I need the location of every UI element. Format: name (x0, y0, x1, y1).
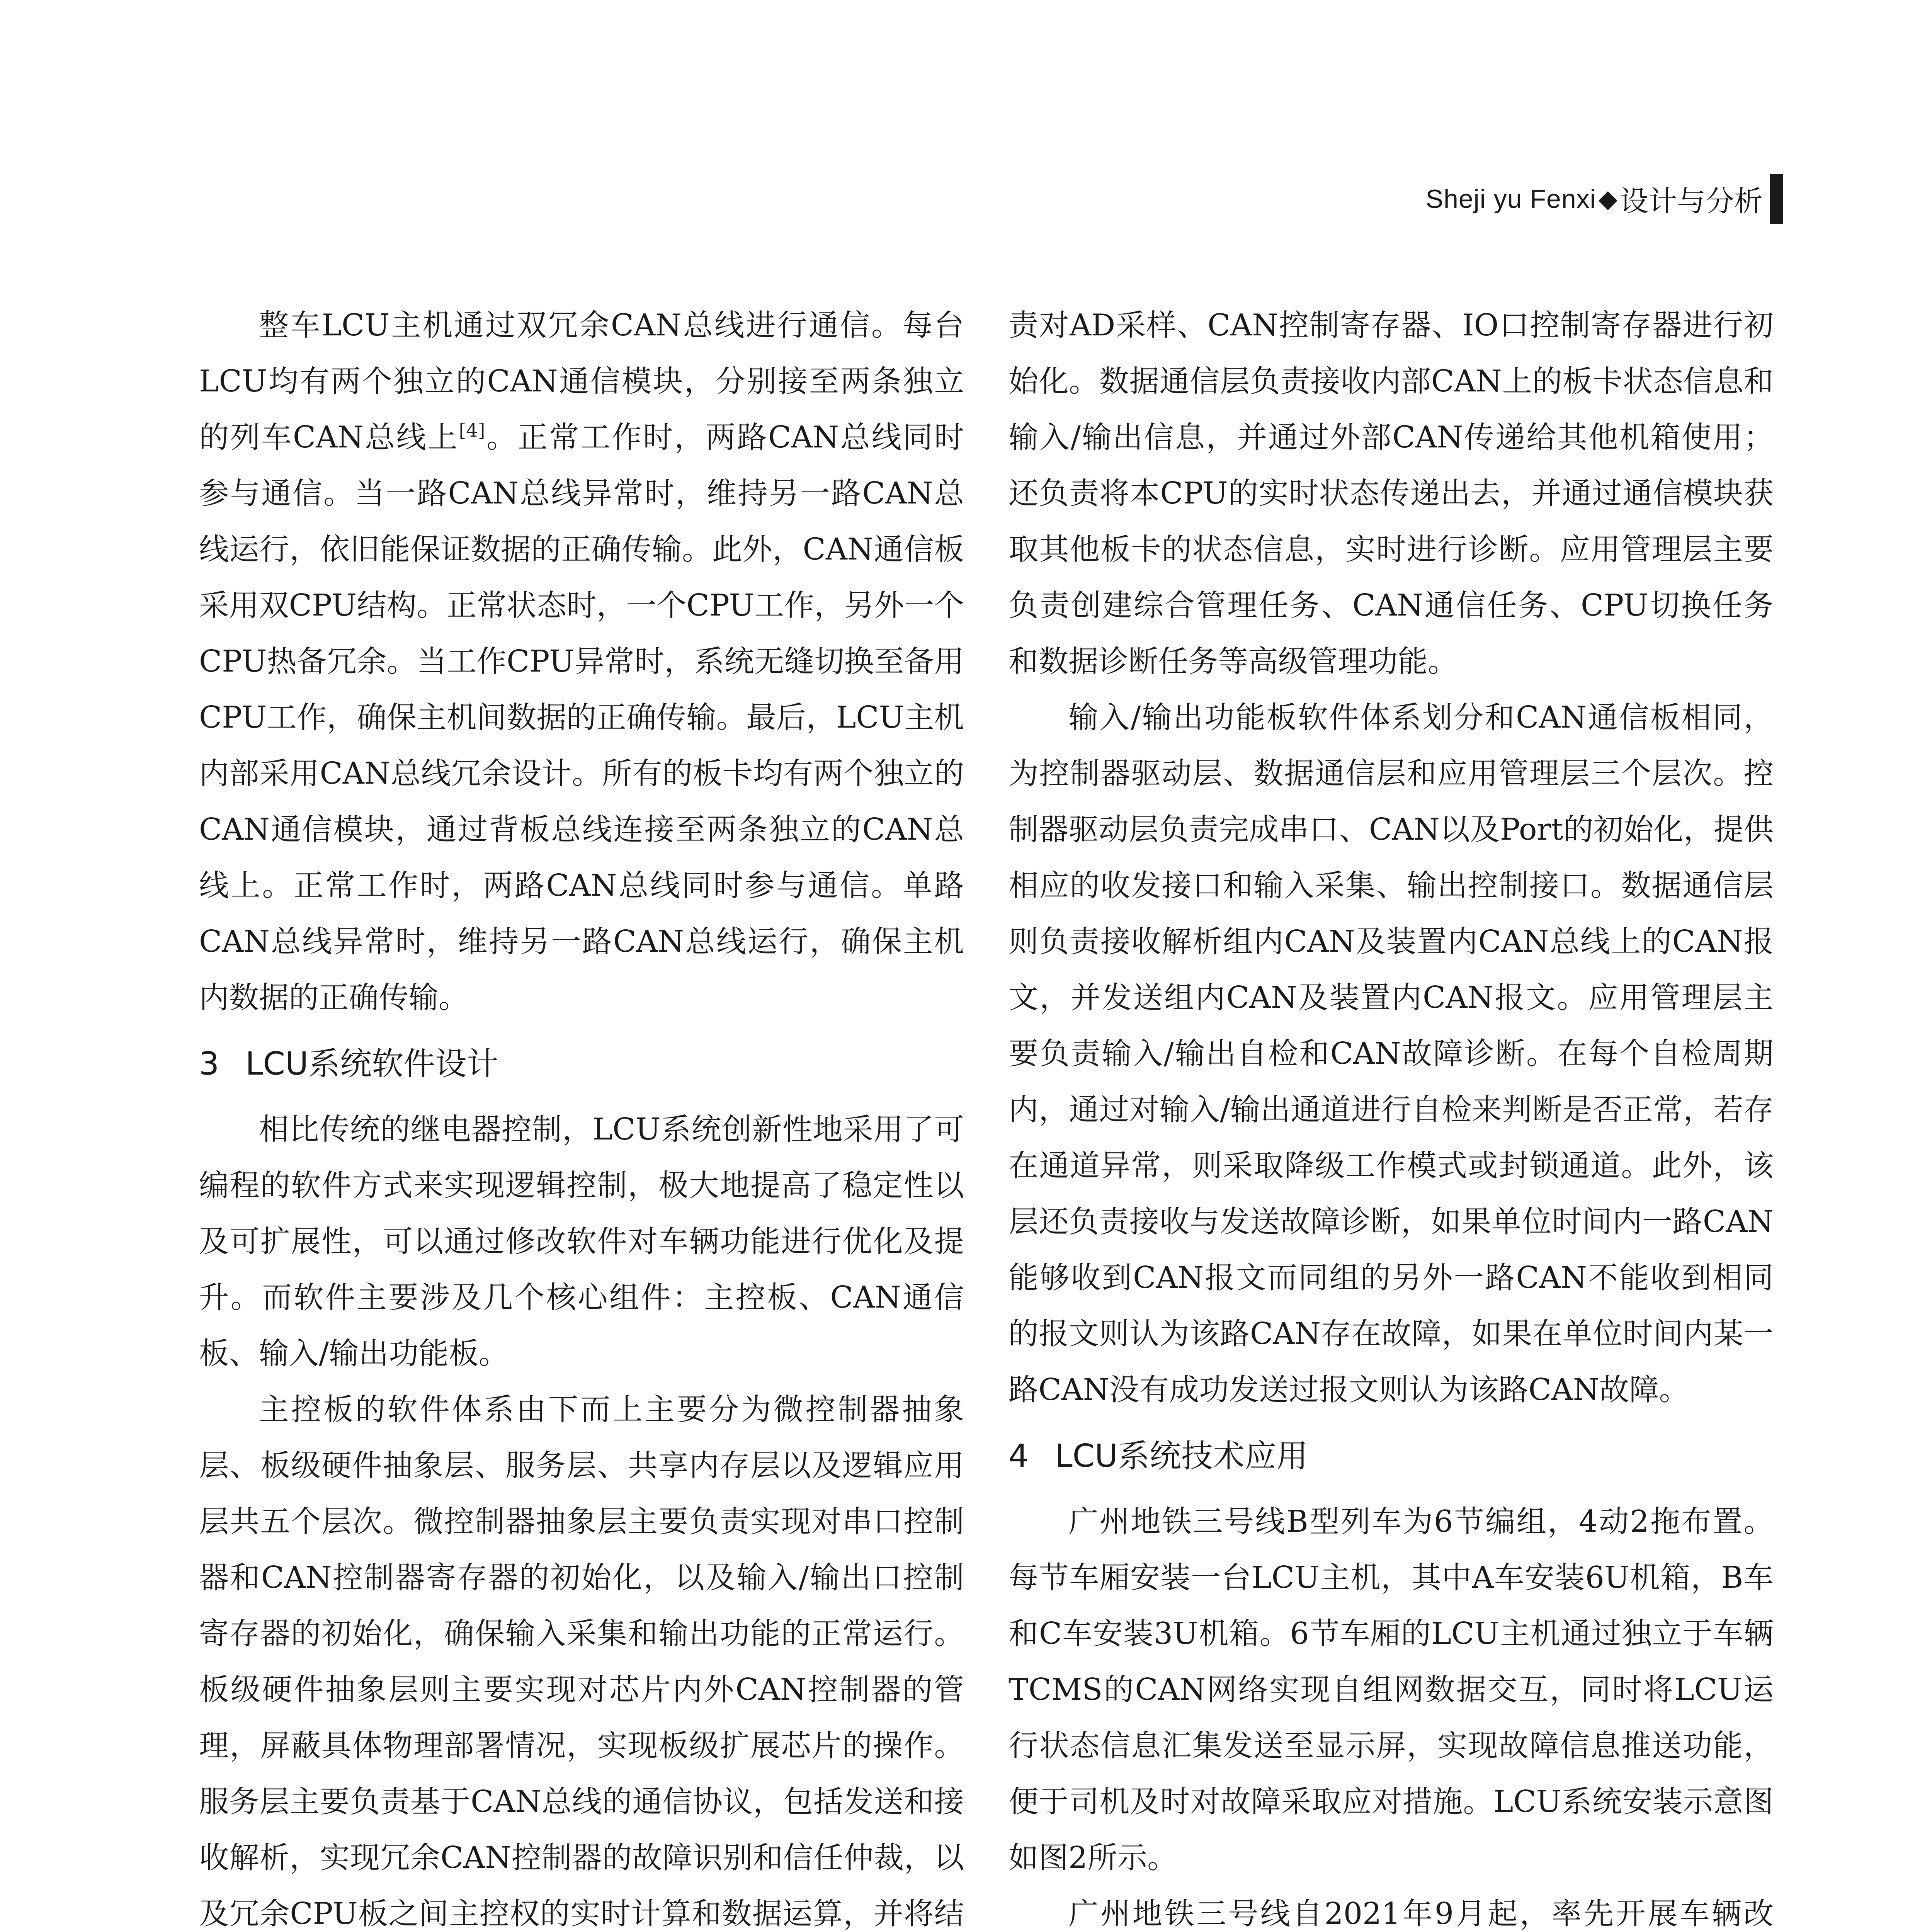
section-number: 3 (199, 1046, 219, 1082)
paragraph: 相比传统的继电器控制，LCU系统创新性地采用了可编程的软件方式来实现逻辑控制，极大地提高了稳定性以及可扩展性，可以通过修改软件对车辆功能进行优化及提升。而软件主要涉及几个核心组件：主控板、CAN通信板、输入/输出功能板。 (199, 1112, 964, 1371)
paragraph: 输入/输出功能板软件体系划分和CAN通信板相同，为控制器驱动层、数据通信层和应用管理层三个层次。控制器驱动层负责完成串口、CAN以及Port的初始化，提供相应的收发接口和输入采集、输出控制接口。数据通信层则负责接收解析组内CAN及装置内CAN总线上的CAN报文，并发送组内CAN及装置内CAN报文。应用管理层主要负责输入/输出自检和CAN故障诊断。在每个自检周期内，通过对输入/输出通道进行自检来判断是否正常，若存在通道异常，则采取降级工作模式或封锁通道。此外，该层还负责接收与发送故障诊断，如果单位时间内一路CAN能够收到CAN报文而同组的另外一路CAN不能收到相同的报文则认为该路CAN存在故障，如果在单位时间内某一路CAN没有成功发送过报文则认为该路CAN故障。 (1009, 700, 1774, 1407)
right-column (1009, 298, 1774, 1932)
section-title: LCU系统软件设计 (245, 1046, 498, 1082)
header-bar-mark (1770, 174, 1783, 224)
section-title: LCU系统技术应用 (1055, 1438, 1308, 1475)
header-section-title: 设计与分析 (1620, 185, 1763, 218)
section-number: 4 (1009, 1438, 1029, 1475)
paragraph: 广州地铁三号线B型列车为6节编组，4动2拖布置。每节车厢安装一台LCU主机，其中A车安装6U机箱，B车和C车安装3U机箱。6节车厢的LCU主机通过独立于车辆TCMS的CAN网络实现自组网数据交互，同时将LCU运行状态信息汇集发送至显示屏，实现故障信息推送功能，便于司机及时对故障采取应对措施。LCU系统安装示意图如图2所示。 (1009, 1504, 1774, 1875)
paragraph: 广州地铁三号线自2021年9月起，率先开展车辆改 (1068, 1896, 1774, 1931)
section-heading (1009, 1418, 1774, 1494)
header-pinyin: Sheji yu Fenxi (1425, 184, 1596, 214)
paragraph-text: 整车LCU主机通过双冗余CAN总线进行通信。每台LCU均有两个独立的CAN通信模块，分别接至两条独立的列车CAN总线上 (199, 308, 964, 455)
running-header (1426, 174, 1783, 224)
paragraph: 责对AD采样、CAN控制寄存器、IO口控制寄存器进行初始化。数据通信层负责接收内部CAN上的板卡状态信息和输入/输出信息，并通过外部CAN传递给其他机箱使用；还负责将本CPU的实时状态传递出去，并通过通信模块获取其他板卡的状态信息，实时进行诊断。应用管理层主要负责创建综合管理任务、CAN通信任务、CPU切换任务和数据诊断任务等高级管理功能。 (1009, 308, 1774, 679)
paragraph-text: 。正常工作时，两路CAN总线同时参与通信。当一路CAN总线异常时，维持另一路CAN总线运行，依旧能保证数据的正确传输。此外，CAN通信板采用双CPU结构。正常状态时，一个CPU工作，另外一个CPU热备冗余。当工作CPU异常时，系统无缝切换至备用CPU工作，确保主机间数据的正确传输。最后，LCU主机内部采用CAN总线冗余设计。所有的板卡均有两个独立的CAN通信模块，通过背板总线连接至两条独立的CAN总线上。正常工作时，两路CAN总线同时参与通信。单路CAN总线异常时，维持另一路CAN总线运行，确保主机内数据的正确传输。 (199, 420, 964, 1015)
paragraph: 主控板的软件体系由下而上主要分为微控制器抽象层、板级硬件抽象层、服务层、共享内存层以及逻辑应用层共五个层次。微控制器抽象层主要负责实现对串口控制器和CAN控制器寄存器的初始化，以及输入/输出口控制寄存器的初始化，确保输入采集和输出功能的正常运行。板级硬件抽象层则主要实现对芯片内外CAN控制器的管理，屏蔽具体物理部署情况，实现板级扩展芯片的操作。服务层主要负责基于CAN总线的通信协议，包括发送和接收解析，实现冗余CAN控制器的故障识别和信任仲裁，以及冗余CPU板之间主控权的实时计算和数据运算，并将结 (199, 1392, 964, 1931)
citation: [4] (459, 420, 485, 441)
paragraph (199, 298, 964, 1026)
left-column (199, 298, 964, 1932)
diamond-icon: ◆ (1598, 185, 1617, 213)
section-heading (199, 1026, 964, 1102)
